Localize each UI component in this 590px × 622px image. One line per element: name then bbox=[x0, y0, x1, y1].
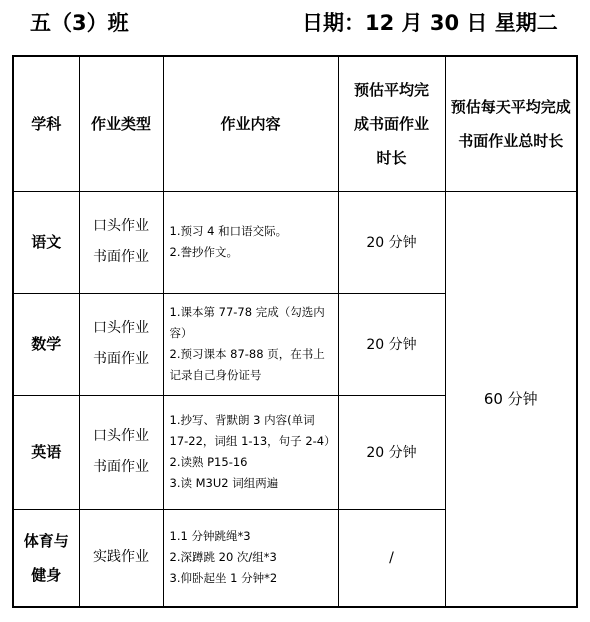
time-cell: 20 分钟 bbox=[338, 293, 445, 395]
content-cell bbox=[163, 509, 338, 607]
type-cell bbox=[79, 509, 163, 607]
header-total-time bbox=[445, 56, 577, 191]
table-header-row bbox=[13, 56, 577, 191]
time-cell: / bbox=[338, 509, 445, 607]
content-item: 3.读 M3U2 词组两遍 bbox=[169, 476, 279, 490]
type-oral: 口头作业 bbox=[93, 428, 149, 444]
content-item: 2.深蹲跳 20 次/组*3 bbox=[169, 550, 277, 565]
date-line: 日期：12 月 30 日 星期二 bbox=[302, 11, 558, 35]
header-subject: 学科 bbox=[13, 56, 79, 191]
time-cell: 20 分钟 bbox=[338, 395, 445, 509]
header-content: 作业内容 bbox=[163, 56, 338, 191]
content-item: 1.1 分钟跳绳*3 bbox=[169, 529, 251, 544]
type-practice: 实践作业 bbox=[93, 549, 149, 566]
header-avg-time-line1: 预估平均完 bbox=[353, 80, 429, 99]
subject-line: 健身 bbox=[31, 565, 62, 584]
content-cell bbox=[163, 293, 338, 395]
table-row-chinese bbox=[13, 191, 577, 293]
type-cell bbox=[79, 395, 163, 509]
type-cell bbox=[79, 191, 163, 293]
content-cell bbox=[163, 395, 338, 509]
content-cell bbox=[163, 191, 338, 293]
subject-line: 体育与 bbox=[23, 531, 69, 550]
header-total-time-line1: 预估每天平均完成 bbox=[450, 97, 571, 116]
type-written: 书面作业 bbox=[93, 459, 149, 475]
content-item: 1.课本第 77-78 完成（勾选内容） bbox=[169, 305, 325, 340]
header-type: 作业类型 bbox=[79, 56, 163, 191]
class-title: 五（3）班 bbox=[30, 11, 129, 35]
content-item: 1.预习 4 和口语交际。 bbox=[169, 224, 288, 238]
subject-cell: 英语 bbox=[13, 395, 79, 509]
type-written: 书面作业 bbox=[93, 249, 149, 265]
subject-cell: 数学 bbox=[13, 293, 79, 395]
type-oral: 口头作业 bbox=[93, 218, 149, 234]
type-oral: 口头作业 bbox=[93, 320, 149, 336]
content-item: 2.读熟 P15-16 bbox=[169, 455, 248, 469]
type-cell bbox=[79, 293, 163, 395]
subject-cell: 语文 bbox=[13, 191, 79, 293]
time-cell: 20 分钟 bbox=[338, 191, 445, 293]
content-item: 2.预习课本 87-88 页，在书上记录自己身份证号 bbox=[169, 347, 325, 382]
homework-table bbox=[12, 55, 578, 608]
header-avg-time-line3: 时长 bbox=[376, 148, 407, 167]
header-total-time-line2: 书面作业总时长 bbox=[458, 131, 564, 150]
header-avg-time-line2: 成书面作业 bbox=[353, 114, 429, 133]
content-item: 3.仰卧起坐 1 分钟*2 bbox=[169, 571, 278, 586]
subject-cell bbox=[13, 509, 79, 607]
type-written: 书面作业 bbox=[93, 351, 149, 367]
content-item: 1.抄写、背默朗 3 内容(单词 17-22，词组 1-13，句子 2-4） bbox=[169, 413, 336, 448]
content-item: 2.誊抄作文。 bbox=[169, 245, 238, 259]
total-time-cell: 60 分钟 bbox=[445, 191, 577, 607]
header-avg-time bbox=[338, 56, 445, 191]
